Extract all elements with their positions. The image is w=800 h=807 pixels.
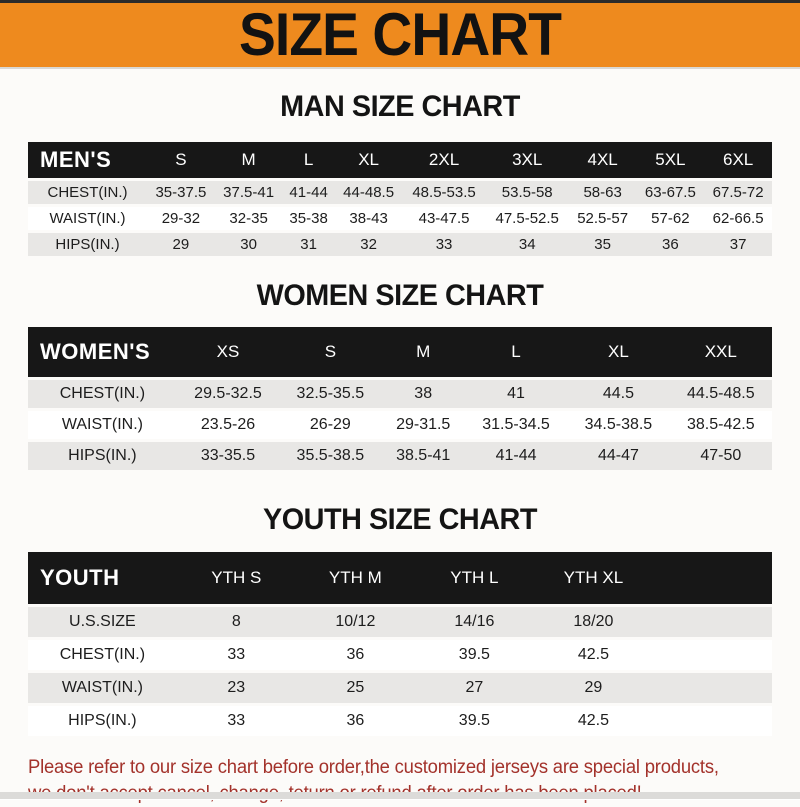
table-row: [28, 410, 772, 441]
size-cell: 36: [637, 232, 705, 258]
size-cell: 14/16: [415, 606, 534, 639]
row-label: HIPS(IN.): [28, 705, 177, 738]
table-corner-label: WOMEN'S: [28, 327, 177, 379]
size-cell: 32.5-35.5: [279, 379, 381, 410]
size-cell: 34.5-38.5: [567, 410, 669, 441]
size-cell: 41-44: [465, 441, 567, 472]
column-header: 3XL: [486, 142, 569, 180]
size-cell: 36: [296, 639, 415, 672]
filler-cell: [653, 705, 772, 738]
table-row: [28, 180, 772, 206]
man-size-table-wrap: [0, 142, 800, 259]
table-row: [28, 232, 772, 258]
column-header: 5XL: [637, 142, 705, 180]
man-size-table: [28, 142, 772, 259]
size-cell: 42.5: [534, 639, 653, 672]
size-cell: 8: [177, 606, 296, 639]
size-cell: 29: [534, 672, 653, 705]
row-label: CHEST(IN.): [28, 180, 147, 206]
column-header: XS: [177, 327, 279, 379]
table-row: [28, 441, 772, 472]
size-cell: 29: [147, 232, 215, 258]
size-cell: 26-29: [279, 410, 381, 441]
size-cell: 44-48.5: [335, 180, 403, 206]
column-header: L: [465, 327, 567, 379]
size-cell: 33: [177, 705, 296, 738]
size-cell: 34: [486, 232, 569, 258]
man-size-heading: MAN SIZE CHART: [280, 90, 520, 123]
size-cell: 31: [282, 232, 334, 258]
size-cell: 36: [296, 705, 415, 738]
row-label: CHEST(IN.): [28, 639, 177, 672]
header-row: [28, 552, 772, 606]
size-cell: 10/12: [296, 606, 415, 639]
filler-cell: [653, 672, 772, 705]
size-cell: 43-47.5: [402, 206, 485, 232]
size-cell: 39.5: [415, 639, 534, 672]
youth-size-table-wrap: [0, 552, 800, 739]
size-cell: 38.5-41: [382, 441, 465, 472]
column-header: 6XL: [704, 142, 772, 180]
size-cell: 41: [465, 379, 567, 410]
size-cell: 38: [382, 379, 465, 410]
size-cell: 47.5-52.5: [486, 206, 569, 232]
table-row: [28, 206, 772, 232]
column-header: M: [215, 142, 283, 180]
column-header: XL: [335, 142, 403, 180]
size-cell: 30: [215, 232, 283, 258]
footer-note-line1: Please refer to our size chart before order,the customized jerseys are special products,: [28, 757, 719, 778]
size-cell: 53.5-58: [486, 180, 569, 206]
size-cell: 67.5-72: [704, 180, 772, 206]
header-row: [28, 142, 772, 180]
size-cell: 42.5: [534, 705, 653, 738]
banner-title: SIZE CHART: [239, 1, 561, 68]
size-cell: 47-50: [670, 441, 772, 472]
header-row: [28, 327, 772, 379]
size-chart-banner: [0, 0, 800, 69]
row-label: WAIST(IN.): [28, 672, 177, 705]
column-header: S: [147, 142, 215, 180]
size-cell: 29-31.5: [382, 410, 465, 441]
column-header: YTH M: [296, 552, 415, 606]
size-cell: 62-66.5: [704, 206, 772, 232]
size-cell: 52.5-57: [569, 206, 637, 232]
table-row: [28, 606, 772, 639]
column-header: 2XL: [402, 142, 485, 180]
women-size-table-wrap: [0, 327, 800, 473]
size-cell: 31.5-34.5: [465, 410, 567, 441]
table-row: [28, 379, 772, 410]
size-cell: 25: [296, 672, 415, 705]
size-cell: 27: [415, 672, 534, 705]
filler-cell: [653, 552, 772, 606]
column-header: S: [279, 327, 381, 379]
women-size-heading: WOMEN SIZE CHART: [256, 279, 544, 312]
man-size-section: [0, 90, 800, 259]
size-cell: 44.5: [567, 379, 669, 410]
size-cell: 39.5: [415, 705, 534, 738]
size-cell: 29-32: [147, 206, 215, 232]
table-row: [28, 705, 772, 738]
youth-size-heading: YOUTH SIZE CHART: [263, 503, 537, 536]
column-header: YTH XL: [534, 552, 653, 606]
size-cell: 58-63: [569, 180, 637, 206]
size-cell: 23.5-26: [177, 410, 279, 441]
size-cell: 33-35.5: [177, 441, 279, 472]
column-header: L: [282, 142, 334, 180]
size-cell: 35-37.5: [147, 180, 215, 206]
row-label: U.S.SIZE: [28, 606, 177, 639]
size-cell: 33: [402, 232, 485, 258]
size-cell: 32-35: [215, 206, 283, 232]
size-cell: 37.5-41: [215, 180, 283, 206]
size-cell: 18/20: [534, 606, 653, 639]
size-cell: 37: [704, 232, 772, 258]
filler-cell: [653, 606, 772, 639]
youth-size-section: [0, 503, 800, 739]
size-cell: 38-43: [335, 206, 403, 232]
table-corner-label: MEN'S: [28, 142, 147, 180]
size-cell: 63-67.5: [637, 180, 705, 206]
size-cell: 57-62: [637, 206, 705, 232]
filler-cell: [653, 639, 772, 672]
size-cell: 35-38: [282, 206, 334, 232]
row-label: WAIST(IN.): [28, 410, 177, 441]
table-corner-label: YOUTH: [28, 552, 177, 606]
youth-size-table: [28, 552, 772, 739]
bottom-strip: [0, 792, 800, 800]
size-cell: 44.5-48.5: [670, 379, 772, 410]
column-header: XL: [567, 327, 669, 379]
size-cell: 35.5-38.5: [279, 441, 381, 472]
column-header: YTH L: [415, 552, 534, 606]
women-size-section: [0, 279, 800, 473]
size-cell: 41-44: [282, 180, 334, 206]
size-cell: 32: [335, 232, 403, 258]
column-header: M: [382, 327, 465, 379]
women-size-table: [28, 327, 772, 473]
row-label: WAIST(IN.): [28, 206, 147, 232]
column-header: XXL: [670, 327, 772, 379]
size-cell: 35: [569, 232, 637, 258]
column-header: 4XL: [569, 142, 637, 180]
size-cell: 38.5-42.5: [670, 410, 772, 441]
size-cell: 48.5-53.5: [402, 180, 485, 206]
table-row: [28, 639, 772, 672]
column-header: YTH S: [177, 552, 296, 606]
row-label: HIPS(IN.): [28, 441, 177, 472]
size-cell: 44-47: [567, 441, 669, 472]
row-label: CHEST(IN.): [28, 379, 177, 410]
size-cell: 29.5-32.5: [177, 379, 279, 410]
size-cell: 33: [177, 639, 296, 672]
row-label: HIPS(IN.): [28, 232, 147, 258]
size-cell: 23: [177, 672, 296, 705]
table-row: [28, 672, 772, 705]
